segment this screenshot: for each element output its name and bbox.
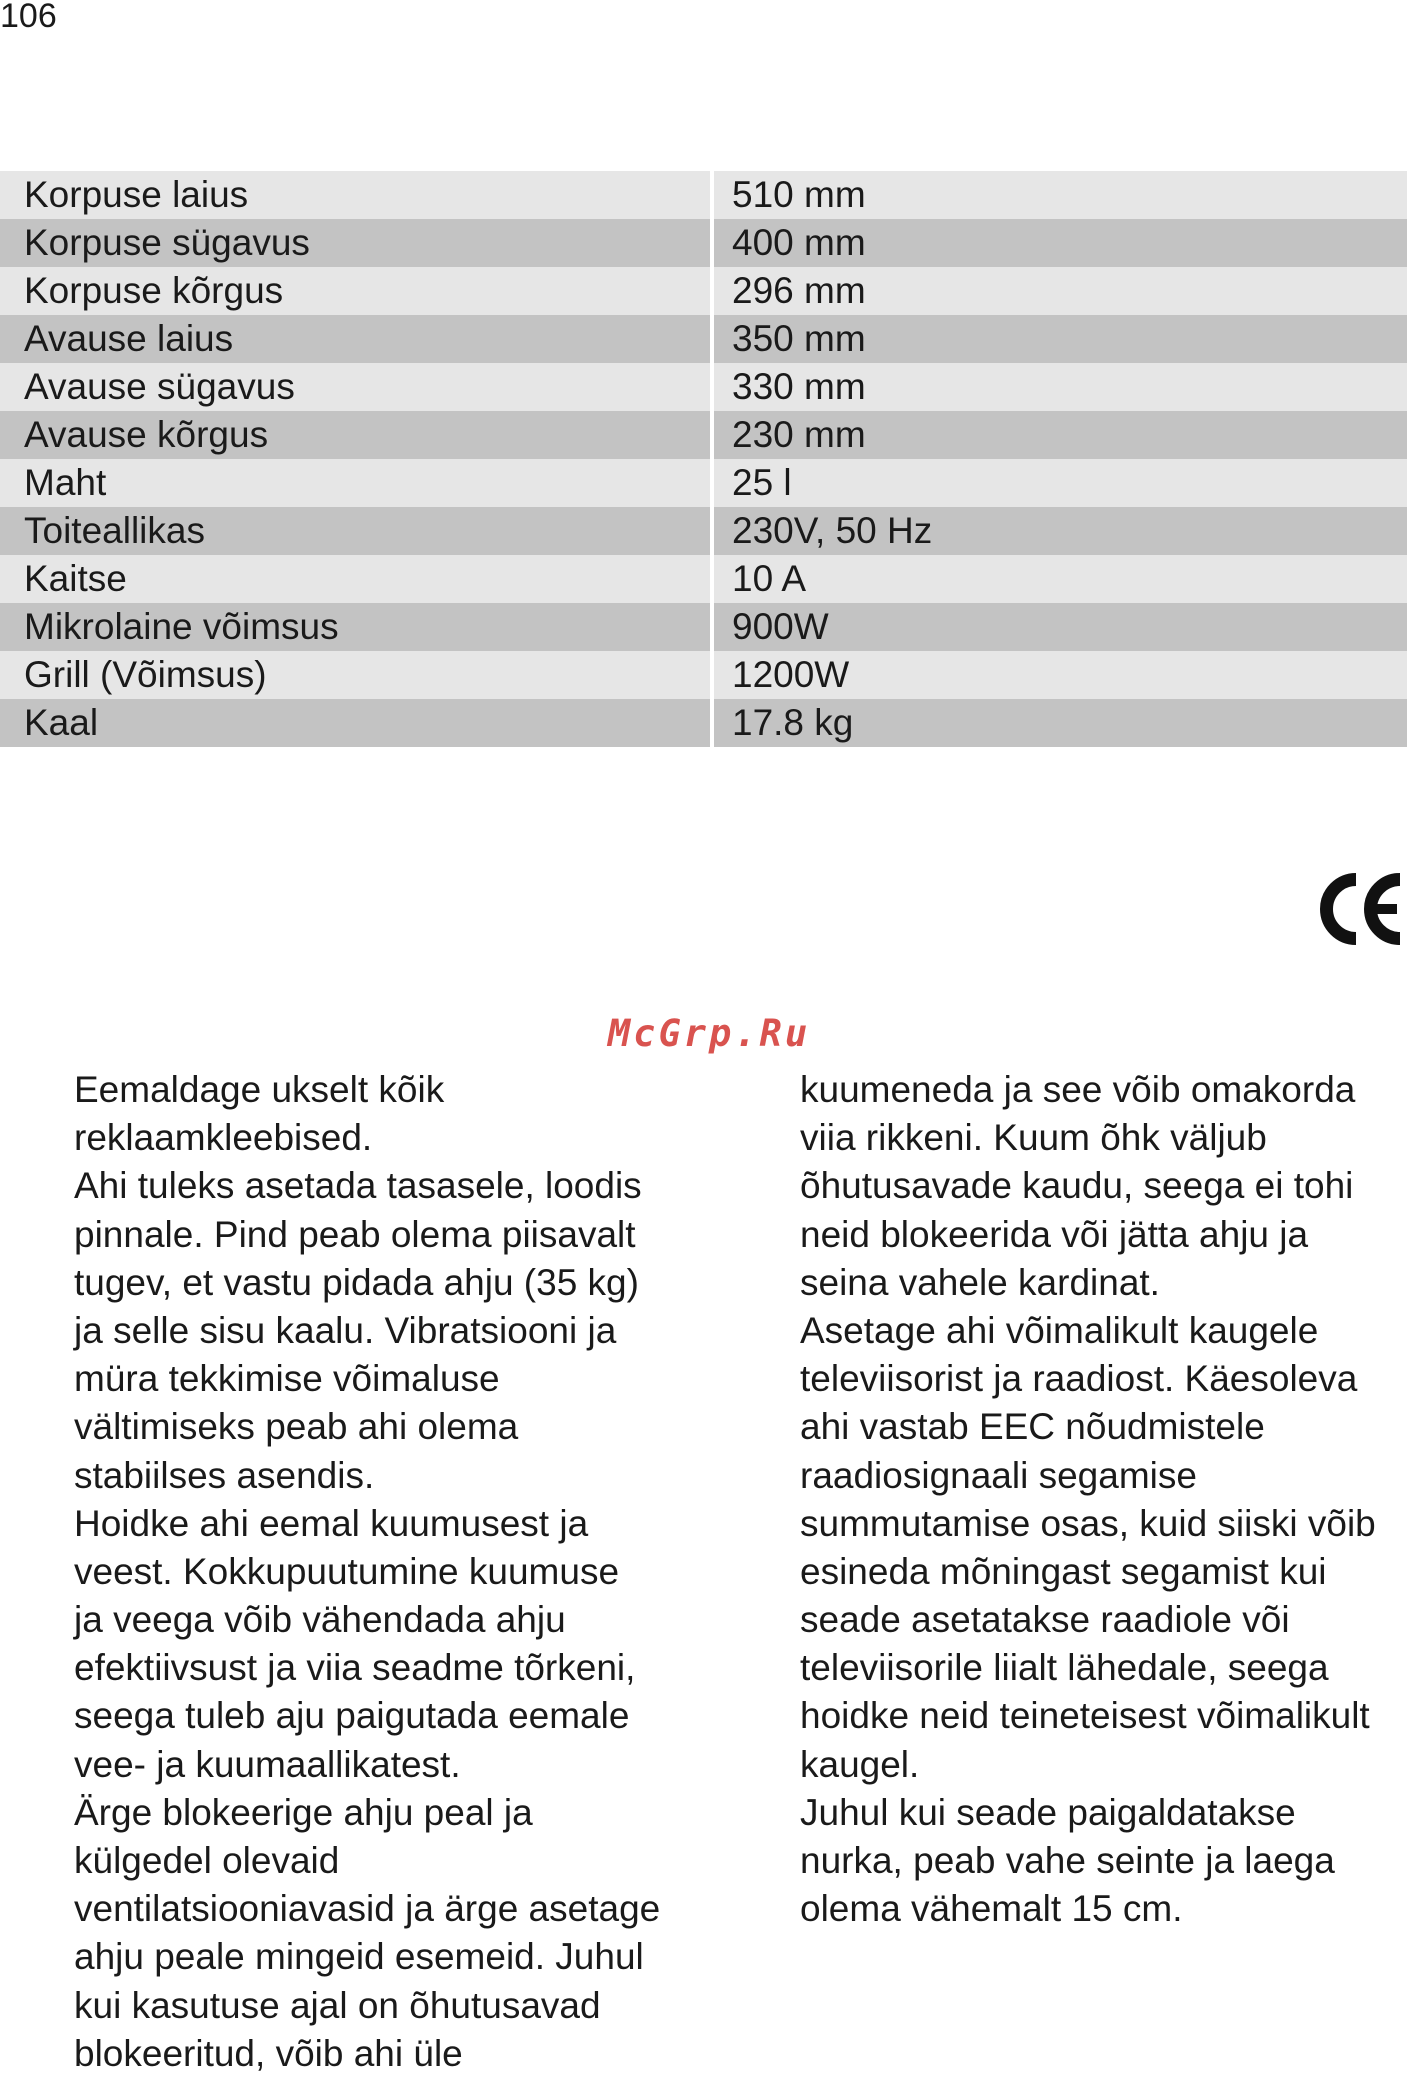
spec-row bbox=[0, 699, 1407, 747]
spec-label: Korpuse laius bbox=[0, 171, 710, 219]
spec-row bbox=[0, 555, 1407, 603]
spec-value: 900W bbox=[714, 603, 1407, 651]
spec-value: 10 A bbox=[714, 555, 1407, 603]
spec-value: 350 mm bbox=[714, 315, 1407, 363]
text-line: stabiilses asendis. bbox=[74, 1454, 375, 1496]
text-line: Ahi tuleks asetada tasasele, loodis bbox=[74, 1165, 642, 1207]
text-line: neid blokeerida või jätta ahju ja bbox=[800, 1213, 1309, 1255]
spec-row bbox=[0, 171, 1407, 219]
text-line: Juhul kui seade paigaldatakse bbox=[800, 1791, 1296, 1833]
spec-label: Kaitse bbox=[0, 555, 710, 603]
text-line: raadiosignaali segamise bbox=[800, 1454, 1197, 1496]
body-column-left bbox=[74, 1066, 714, 2078]
spec-label: Kaal bbox=[0, 699, 710, 747]
spec-value: 400 mm bbox=[714, 219, 1407, 267]
text-line: Hoidke ahi eemal kuumusest ja bbox=[74, 1502, 589, 1544]
text-line: nurka, peab vahe seinte ja laega bbox=[800, 1840, 1335, 1881]
spec-row bbox=[0, 603, 1407, 651]
body-column-right bbox=[800, 1066, 1405, 1933]
spec-value: 1200W bbox=[714, 651, 1407, 699]
spec-label: Avause laius bbox=[0, 315, 710, 363]
spec-label: Grill (Võimsus) bbox=[0, 651, 710, 699]
text-line: müra tekkimise võimaluse bbox=[74, 1358, 500, 1400]
watermark: McGrp.Ru bbox=[607, 1012, 811, 1055]
text-line: blokeeritud, võib ahi üle bbox=[74, 2032, 463, 2074]
spec-row bbox=[0, 363, 1407, 411]
spec-table bbox=[0, 171, 1407, 747]
text-line: ja selle sisu kaalu. Vibratsiooni ja bbox=[74, 1309, 617, 1351]
spec-value: 510 mm bbox=[714, 171, 1407, 219]
text-line: esineda mõningast segamist kui bbox=[800, 1550, 1327, 1592]
text-line: Ärge blokeerige ahju peal ja bbox=[74, 1791, 533, 1833]
spec-value: 230 mm bbox=[714, 411, 1407, 459]
spec-row bbox=[0, 315, 1407, 363]
text-line: ventilatsiooniavasid ja ärge asetage bbox=[74, 1888, 661, 1930]
text-line: seina vahele kardinat. bbox=[800, 1261, 1160, 1303]
text-line: ahi vastab EEC nõudmistele bbox=[800, 1406, 1265, 1448]
spec-value: 25 l bbox=[714, 459, 1407, 507]
spec-row bbox=[0, 219, 1407, 267]
spec-value: 330 mm bbox=[714, 363, 1407, 411]
text-line: külgedel olevaid bbox=[74, 1840, 340, 1881]
text-line: ahju peale mingeid esemeid. Juhul bbox=[74, 1936, 644, 1978]
text-line: seade asetatakse raadiole või bbox=[800, 1599, 1290, 1641]
text-line: efektiivsust ja viia seadme tõrkeni, bbox=[74, 1647, 636, 1689]
text-line: ja veega võib vähendada ahju bbox=[74, 1599, 566, 1641]
spec-label: Maht bbox=[0, 459, 710, 507]
spec-row bbox=[0, 459, 1407, 507]
spec-row bbox=[0, 651, 1407, 699]
text-line: seega tuleb aju paigutada eemale bbox=[74, 1695, 630, 1737]
spec-value: 230V, 50 Hz bbox=[714, 507, 1407, 555]
spec-label: Mikrolaine võimsus bbox=[0, 603, 710, 651]
page-number: 106 bbox=[0, 0, 57, 35]
spec-label: Korpuse kõrgus bbox=[0, 267, 710, 315]
spec-value: 17.8 kg bbox=[714, 699, 1407, 747]
text-line: televiisorile liialt lähedale, seega bbox=[800, 1647, 1329, 1689]
text-line: televiisorist ja raadiost. Käesoleva bbox=[800, 1358, 1358, 1400]
text-line: vältimiseks peab ahi olema bbox=[74, 1406, 519, 1448]
text-line: Eemaldage ukselt kõik bbox=[74, 1069, 445, 1110]
text-line: kuumeneda ja see võib omakorda bbox=[800, 1069, 1356, 1110]
text-line: olema vähemalt 15 cm. bbox=[800, 1888, 1183, 1930]
text-line: pinnale. Pind peab olema piisavalt bbox=[74, 1213, 636, 1255]
text-line: reklaamkleebised. bbox=[74, 1117, 373, 1159]
text-line: vee- ja kuumaallikatest. bbox=[74, 1743, 461, 1785]
ce-mark-icon bbox=[1316, 866, 1402, 952]
text-line: hoidke neid teineteisest võimalikult bbox=[800, 1695, 1370, 1737]
text-line: summutamise osas, kuid siiski võib bbox=[800, 1502, 1376, 1544]
text-line: Asetage ahi võimalikult kaugele bbox=[800, 1309, 1319, 1351]
spec-label: Avause sügavus bbox=[0, 363, 710, 411]
spec-row bbox=[0, 507, 1407, 555]
text-line: kaugel. bbox=[800, 1743, 920, 1785]
text-line: veest. Kokkupuutumine kuumuse bbox=[74, 1550, 620, 1592]
spec-row bbox=[0, 411, 1407, 459]
text-line: viia rikkeni. Kuum õhk väljub bbox=[800, 1117, 1267, 1159]
text-line: õhutusavade kaudu, seega ei tohi bbox=[800, 1165, 1354, 1207]
spec-label: Toiteallikas bbox=[0, 507, 710, 555]
spec-value: 296 mm bbox=[714, 267, 1407, 315]
text-line: kui kasutuse ajal on õhutusavad bbox=[74, 1984, 601, 2026]
spec-row bbox=[0, 267, 1407, 315]
spec-label: Avause kõrgus bbox=[0, 411, 710, 459]
text-line: tugev, et vastu pidada ahju (35 kg) bbox=[74, 1261, 639, 1303]
spec-label: Korpuse sügavus bbox=[0, 219, 710, 267]
